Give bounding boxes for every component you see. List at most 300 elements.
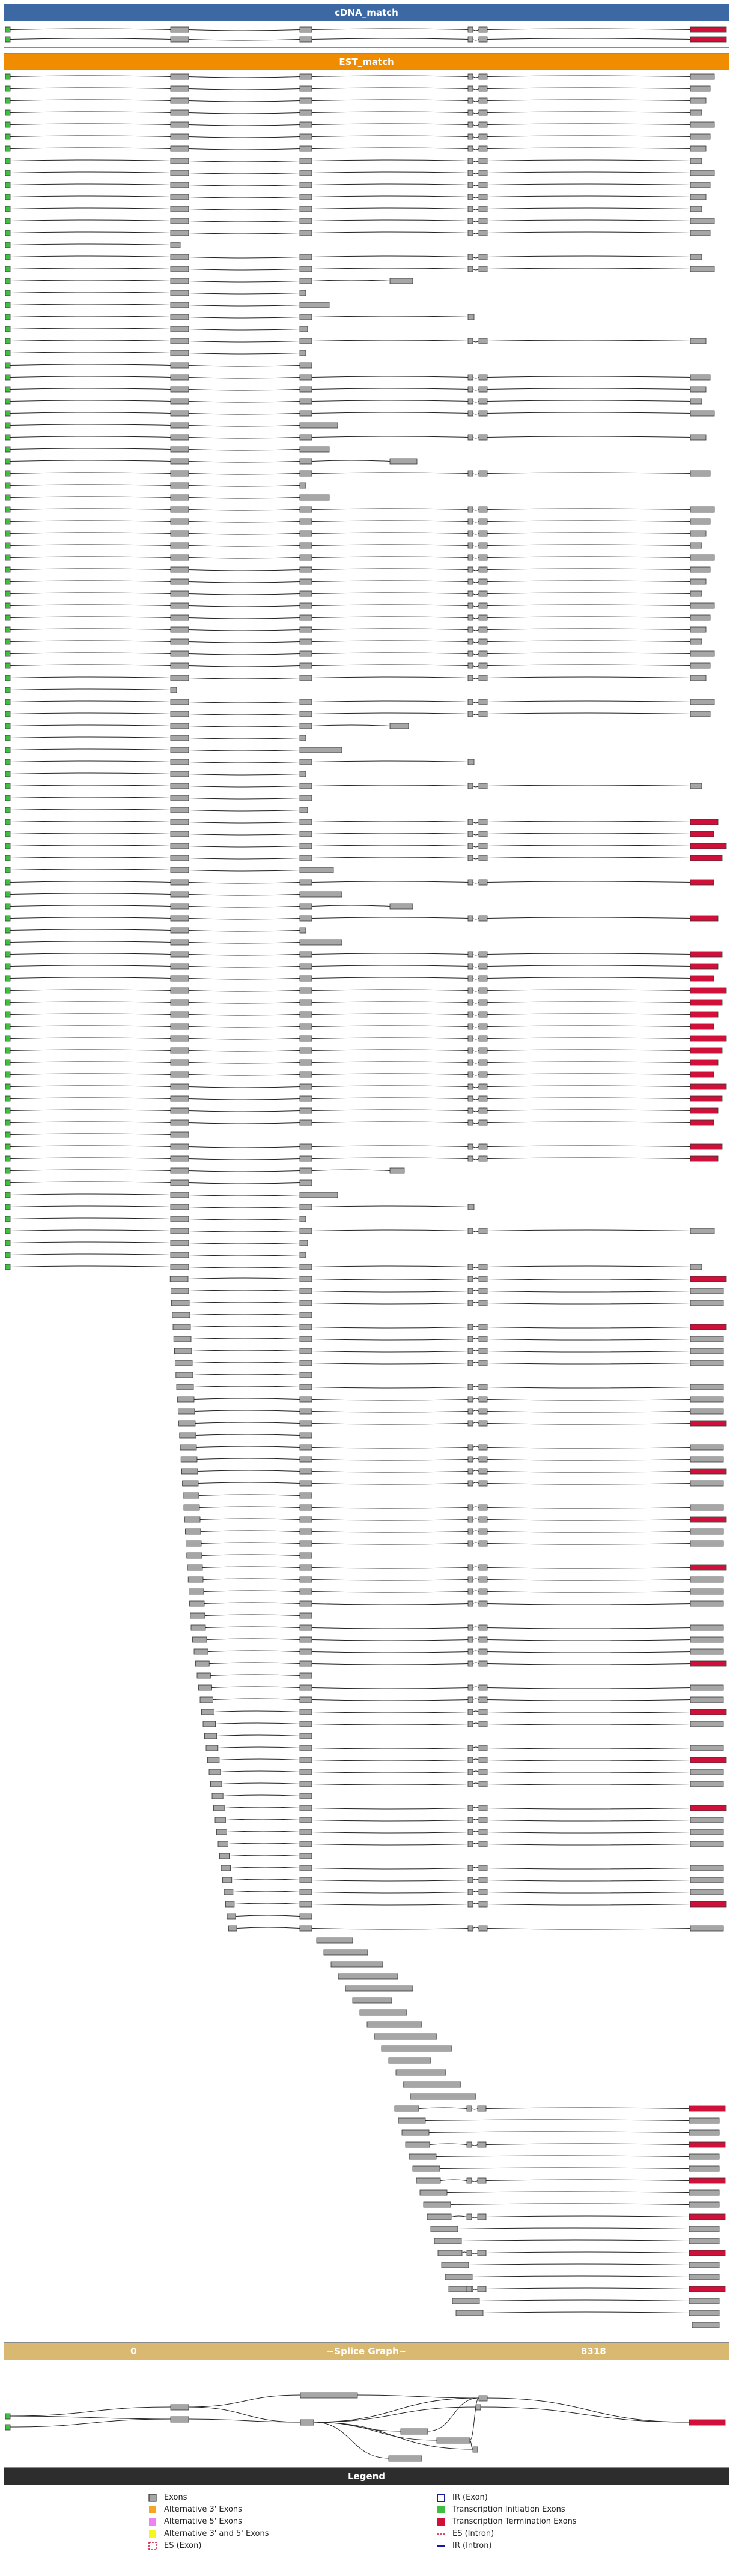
exon bbox=[467, 2142, 472, 2147]
exon bbox=[171, 639, 189, 644]
intron-connector bbox=[312, 977, 468, 979]
initiation-exon bbox=[5, 783, 10, 789]
initiation-exon bbox=[5, 1012, 10, 1017]
initiation-exon bbox=[5, 146, 10, 151]
initiation-exon bbox=[5, 110, 10, 115]
intron-connector bbox=[189, 390, 300, 391]
exon bbox=[690, 1300, 723, 1306]
exon bbox=[690, 1228, 714, 1234]
exon bbox=[479, 1445, 487, 1450]
intron-connector bbox=[189, 726, 300, 727]
exon bbox=[171, 615, 189, 620]
exon bbox=[479, 1661, 487, 1666]
exon bbox=[171, 447, 189, 452]
exon bbox=[442, 2262, 469, 2268]
intron-connector bbox=[473, 1290, 479, 1291]
exon bbox=[479, 1156, 487, 1161]
exon bbox=[208, 1757, 219, 1763]
intron-connector bbox=[473, 979, 479, 980]
exon bbox=[171, 146, 189, 151]
exon bbox=[690, 1529, 723, 1534]
intron-connector bbox=[487, 545, 690, 546]
initiation-exon bbox=[5, 747, 10, 753]
exon bbox=[300, 1625, 312, 1630]
intron-connector bbox=[312, 88, 468, 89]
exon bbox=[300, 1721, 312, 1727]
exon bbox=[479, 1360, 487, 1366]
exon bbox=[300, 1336, 312, 1342]
intron-connector bbox=[487, 436, 690, 438]
intron-connector bbox=[473, 1519, 479, 1520]
intron-connector bbox=[10, 1134, 171, 1135]
legend-item-ir-intron: IR (Intron) bbox=[437, 2540, 492, 2552]
exon bbox=[479, 1048, 487, 1053]
exon bbox=[300, 399, 312, 404]
intron-connector bbox=[10, 1146, 171, 1147]
intron-connector bbox=[487, 821, 690, 822]
intron-connector bbox=[312, 1206, 468, 1207]
exon bbox=[300, 1072, 312, 1077]
exon bbox=[690, 1817, 723, 1823]
intron-connector bbox=[189, 1003, 300, 1004]
termination-exon bbox=[690, 1901, 726, 1907]
legend-item-es-exon: ES (Exon) bbox=[148, 2540, 201, 2552]
exon bbox=[300, 579, 312, 584]
exon bbox=[468, 1769, 473, 1775]
intron-connector bbox=[10, 460, 171, 462]
exon bbox=[468, 1865, 473, 1871]
intron-connector bbox=[189, 1267, 300, 1268]
intron-connector bbox=[312, 1424, 468, 1425]
exon bbox=[479, 1457, 487, 1462]
intron-connector bbox=[10, 653, 171, 654]
intron-connector bbox=[473, 1807, 479, 1808]
intron-connector bbox=[473, 1147, 479, 1148]
exon bbox=[690, 1481, 723, 1486]
exon bbox=[171, 1096, 189, 1101]
exon bbox=[689, 2130, 719, 2135]
intron-connector bbox=[224, 1807, 300, 1808]
intron-connector bbox=[189, 30, 300, 31]
intron-connector bbox=[487, 1688, 690, 1689]
exon bbox=[171, 964, 189, 969]
intron-connector bbox=[10, 316, 171, 317]
initiation-exon bbox=[5, 290, 10, 296]
intron-connector bbox=[189, 1087, 300, 1088]
exon bbox=[468, 988, 473, 993]
intron-connector bbox=[237, 1927, 300, 1929]
exon bbox=[300, 254, 312, 260]
exon bbox=[690, 783, 702, 789]
exon bbox=[690, 1457, 723, 1462]
exon bbox=[406, 2142, 430, 2147]
exon bbox=[690, 711, 710, 717]
exon bbox=[300, 1192, 338, 1198]
termination-exon bbox=[690, 1276, 726, 1282]
exon bbox=[300, 411, 312, 416]
exon bbox=[202, 1709, 214, 1715]
intron-connector bbox=[487, 1110, 690, 1111]
exon bbox=[456, 2310, 483, 2316]
intron-connector bbox=[487, 148, 690, 149]
intron-connector bbox=[10, 1206, 171, 1207]
intron-connector bbox=[473, 1603, 479, 1604]
exon bbox=[468, 1457, 473, 1462]
intron-connector bbox=[473, 257, 479, 259]
intron-connector bbox=[473, 883, 479, 884]
intron-connector bbox=[232, 1879, 300, 1880]
exon bbox=[217, 1829, 227, 1835]
exon bbox=[468, 218, 473, 224]
intron-connector bbox=[10, 124, 171, 125]
initiation-exon bbox=[5, 519, 10, 524]
exon bbox=[690, 663, 710, 668]
exon bbox=[171, 928, 189, 933]
exon bbox=[317, 1938, 353, 1943]
intron-connector bbox=[473, 582, 479, 583]
intron-connector bbox=[189, 895, 300, 896]
exon bbox=[178, 1409, 195, 1414]
exon bbox=[389, 2058, 431, 2063]
initiation-exon bbox=[5, 483, 10, 488]
exon bbox=[479, 1469, 487, 1474]
intron-connector bbox=[312, 136, 468, 137]
exon bbox=[479, 711, 487, 717]
exon bbox=[690, 110, 702, 115]
exon bbox=[689, 2262, 719, 2268]
intron-connector bbox=[487, 232, 690, 233]
exon bbox=[186, 1541, 201, 1546]
termination-exon bbox=[689, 2250, 725, 2256]
exon bbox=[479, 74, 487, 79]
exon bbox=[171, 170, 189, 176]
intron-connector bbox=[10, 809, 171, 810]
exon bbox=[223, 1877, 232, 1883]
exon bbox=[468, 1529, 473, 1534]
intron-connector bbox=[189, 1123, 300, 1124]
initiation-exon bbox=[5, 543, 10, 548]
exon bbox=[300, 1865, 312, 1871]
exon bbox=[300, 170, 312, 176]
intron-connector bbox=[473, 1531, 479, 1532]
exon bbox=[171, 122, 189, 127]
intron-connector bbox=[10, 569, 171, 570]
exon bbox=[300, 447, 329, 452]
intron-connector bbox=[10, 76, 171, 77]
exon bbox=[479, 1397, 487, 1402]
intron-connector bbox=[10, 280, 171, 281]
exon bbox=[468, 1156, 473, 1161]
intron-connector bbox=[189, 558, 300, 559]
intron-connector bbox=[451, 2204, 689, 2205]
exon bbox=[221, 1865, 231, 1871]
exon bbox=[300, 1926, 312, 1931]
exon bbox=[690, 1841, 723, 1847]
exon bbox=[468, 1144, 473, 1149]
intron-connector bbox=[312, 1303, 468, 1305]
intron-connector bbox=[189, 666, 300, 667]
exon bbox=[479, 1000, 487, 1005]
intron-connector bbox=[487, 1832, 690, 1834]
exon bbox=[300, 663, 312, 668]
exon bbox=[690, 1637, 723, 1642]
exon bbox=[468, 783, 473, 789]
exon bbox=[179, 1421, 195, 1426]
initiation-exon bbox=[5, 86, 10, 91]
intron-connector bbox=[487, 1062, 690, 1063]
exon bbox=[690, 1829, 723, 1835]
intron-connector bbox=[487, 1230, 690, 1231]
exon bbox=[690, 567, 710, 572]
intron-connector bbox=[487, 76, 690, 77]
exon bbox=[177, 1384, 193, 1390]
exon bbox=[468, 1709, 473, 1715]
exon bbox=[185, 1529, 201, 1534]
intron-connector bbox=[190, 1326, 300, 1327]
intron-connector bbox=[10, 821, 171, 822]
intron-connector bbox=[312, 473, 468, 474]
intron-connector bbox=[487, 1387, 690, 1389]
exon bbox=[300, 1000, 312, 1005]
intron-connector bbox=[473, 858, 479, 860]
exon bbox=[410, 2094, 476, 2099]
initiation-exon bbox=[5, 567, 10, 572]
exon bbox=[468, 507, 473, 512]
intron-connector bbox=[189, 678, 300, 679]
exon bbox=[227, 1914, 236, 1919]
intron-connector bbox=[10, 737, 171, 738]
intron-connector bbox=[189, 979, 300, 980]
initiation-exon bbox=[5, 375, 10, 380]
exon bbox=[690, 375, 710, 380]
intron-connector bbox=[192, 1362, 300, 1363]
intron-connector bbox=[483, 2312, 689, 2313]
exon bbox=[479, 110, 487, 115]
intron-connector bbox=[487, 965, 690, 967]
intron-connector bbox=[473, 1362, 479, 1363]
intron-connector bbox=[10, 533, 171, 534]
intron-connector bbox=[205, 1627, 300, 1628]
intron-connector bbox=[436, 2156, 689, 2157]
intron-connector bbox=[473, 1458, 479, 1460]
intron-connector bbox=[473, 642, 479, 643]
intron-connector bbox=[462, 2252, 467, 2253]
intron-connector bbox=[487, 1074, 690, 1075]
exon bbox=[479, 880, 487, 885]
intron-connector bbox=[473, 618, 479, 619]
exon bbox=[300, 1144, 312, 1149]
exon bbox=[468, 1024, 473, 1029]
exon bbox=[183, 1481, 198, 1486]
intron-connector bbox=[473, 1326, 479, 1327]
intron-connector bbox=[312, 1002, 468, 1003]
intron-connector bbox=[487, 1303, 690, 1305]
intron-connector bbox=[473, 1819, 479, 1820]
exon bbox=[171, 892, 189, 897]
intron-connector bbox=[189, 1171, 300, 1172]
intron-connector bbox=[227, 1831, 300, 1832]
intron-connector bbox=[189, 1219, 300, 1220]
intron-connector bbox=[189, 113, 300, 114]
exon bbox=[468, 567, 473, 572]
exon bbox=[479, 1409, 487, 1414]
intron-connector bbox=[189, 582, 300, 583]
intron-connector bbox=[189, 762, 300, 763]
exon bbox=[300, 326, 308, 332]
initiation-exon bbox=[5, 1204, 10, 1210]
intron-connector bbox=[10, 929, 171, 931]
exon bbox=[171, 37, 189, 42]
exon bbox=[300, 1108, 312, 1113]
exon bbox=[390, 1168, 404, 1173]
exon bbox=[479, 218, 487, 224]
exon bbox=[300, 783, 312, 789]
exon bbox=[479, 1589, 487, 1594]
legend-item-es-intron: ES (Intron) bbox=[437, 2528, 494, 2540]
intron-connector bbox=[473, 197, 479, 198]
intron-connector bbox=[473, 1470, 479, 1472]
exon bbox=[191, 1625, 205, 1630]
exon bbox=[300, 1889, 312, 1895]
exon bbox=[300, 1433, 312, 1438]
initiation-exon bbox=[5, 1240, 10, 1246]
exon bbox=[171, 134, 189, 139]
intron-connector bbox=[204, 1603, 300, 1604]
exon bbox=[479, 591, 487, 596]
intron-connector bbox=[487, 845, 690, 846]
intron-connector bbox=[487, 172, 690, 173]
intron-connector bbox=[312, 1760, 468, 1761]
exon bbox=[467, 2106, 472, 2111]
intron-connector bbox=[473, 1579, 479, 1580]
intron-connector bbox=[312, 533, 468, 534]
intron-connector bbox=[312, 1484, 468, 1485]
exon bbox=[205, 1733, 217, 1739]
intron-connector bbox=[487, 977, 690, 979]
exon bbox=[468, 1084, 473, 1089]
exon bbox=[468, 639, 473, 644]
exon bbox=[468, 1757, 473, 1763]
intron-connector bbox=[10, 112, 171, 113]
intron-connector bbox=[487, 1580, 690, 1581]
intron-connector bbox=[430, 2144, 467, 2145]
exon bbox=[171, 651, 189, 656]
initiation-exon bbox=[5, 326, 10, 332]
intron-connector bbox=[487, 1050, 690, 1051]
exon bbox=[300, 1036, 312, 1041]
initiation-exon bbox=[5, 723, 10, 729]
intron-connector bbox=[473, 1507, 479, 1508]
initiation-exon bbox=[5, 735, 10, 741]
intron-connector bbox=[487, 1808, 690, 1810]
intron-connector bbox=[189, 353, 300, 355]
intron-connector bbox=[312, 100, 468, 101]
exon bbox=[171, 278, 189, 284]
intron-connector bbox=[10, 629, 171, 630]
exon bbox=[300, 1168, 312, 1173]
intron-connector bbox=[189, 907, 300, 908]
exon bbox=[690, 122, 714, 127]
exon bbox=[171, 1192, 189, 1198]
termination-exon bbox=[690, 1156, 718, 1161]
exon bbox=[690, 1505, 723, 1510]
exon bbox=[171, 819, 189, 825]
initiation-exon bbox=[5, 206, 10, 212]
intron-connector bbox=[487, 617, 690, 618]
intron-connector bbox=[10, 220, 171, 221]
intron-connector bbox=[312, 821, 468, 822]
exon bbox=[189, 1589, 204, 1594]
initiation-exon bbox=[5, 447, 10, 452]
intron-connector bbox=[189, 654, 300, 655]
exon bbox=[690, 254, 702, 260]
exon bbox=[171, 423, 189, 428]
exon bbox=[212, 1793, 223, 1799]
intron-connector bbox=[487, 1760, 690, 1761]
intron-connector bbox=[487, 1592, 690, 1593]
intron-connector bbox=[10, 436, 171, 438]
exon bbox=[479, 1084, 487, 1089]
legend-item-alt35: Alternative 3' and 5' Exons bbox=[148, 2528, 269, 2540]
intron-connector bbox=[195, 1422, 300, 1424]
exon bbox=[690, 1336, 723, 1342]
exon bbox=[479, 1036, 487, 1041]
intron-connector bbox=[473, 1759, 479, 1760]
intron-connector bbox=[189, 1183, 300, 1184]
intron-connector bbox=[487, 38, 690, 40]
intron-connector bbox=[473, 1063, 479, 1064]
intron-connector bbox=[312, 76, 468, 77]
intron-connector bbox=[189, 1039, 300, 1040]
termination-exon bbox=[690, 1072, 714, 1077]
exon bbox=[479, 1517, 487, 1522]
initiation-exon bbox=[5, 855, 10, 861]
exon bbox=[689, 2154, 719, 2159]
exon bbox=[300, 591, 312, 596]
orange-box-icon bbox=[148, 2506, 157, 2514]
exon bbox=[479, 1697, 487, 1703]
intron-connector bbox=[487, 1026, 690, 1027]
intron-connector bbox=[208, 1651, 300, 1652]
intron-connector bbox=[473, 822, 479, 824]
exon bbox=[300, 37, 312, 42]
intron-connector bbox=[312, 1508, 468, 1509]
initiation-exon bbox=[5, 254, 10, 260]
intron-connector bbox=[473, 101, 479, 102]
exon bbox=[300, 1096, 312, 1101]
exon bbox=[468, 591, 473, 596]
initiation-exon bbox=[5, 350, 10, 356]
exon bbox=[468, 399, 473, 404]
intron-connector bbox=[312, 1158, 468, 1159]
exon bbox=[690, 387, 706, 392]
exon bbox=[468, 1877, 473, 1883]
exon bbox=[479, 1096, 487, 1101]
intron-connector bbox=[312, 1808, 468, 1810]
splice-edge bbox=[357, 2395, 479, 2398]
intron-connector bbox=[10, 497, 171, 498]
intron-connector bbox=[473, 1398, 479, 1400]
exon bbox=[479, 615, 487, 620]
exon bbox=[171, 74, 189, 79]
intron-connector bbox=[189, 450, 300, 451]
intron-connector bbox=[473, 1723, 479, 1724]
initiation-exon bbox=[5, 591, 10, 596]
intron-connector bbox=[487, 1279, 690, 1280]
exon bbox=[300, 904, 312, 909]
intron-connector bbox=[196, 1446, 300, 1448]
exon bbox=[479, 988, 487, 993]
